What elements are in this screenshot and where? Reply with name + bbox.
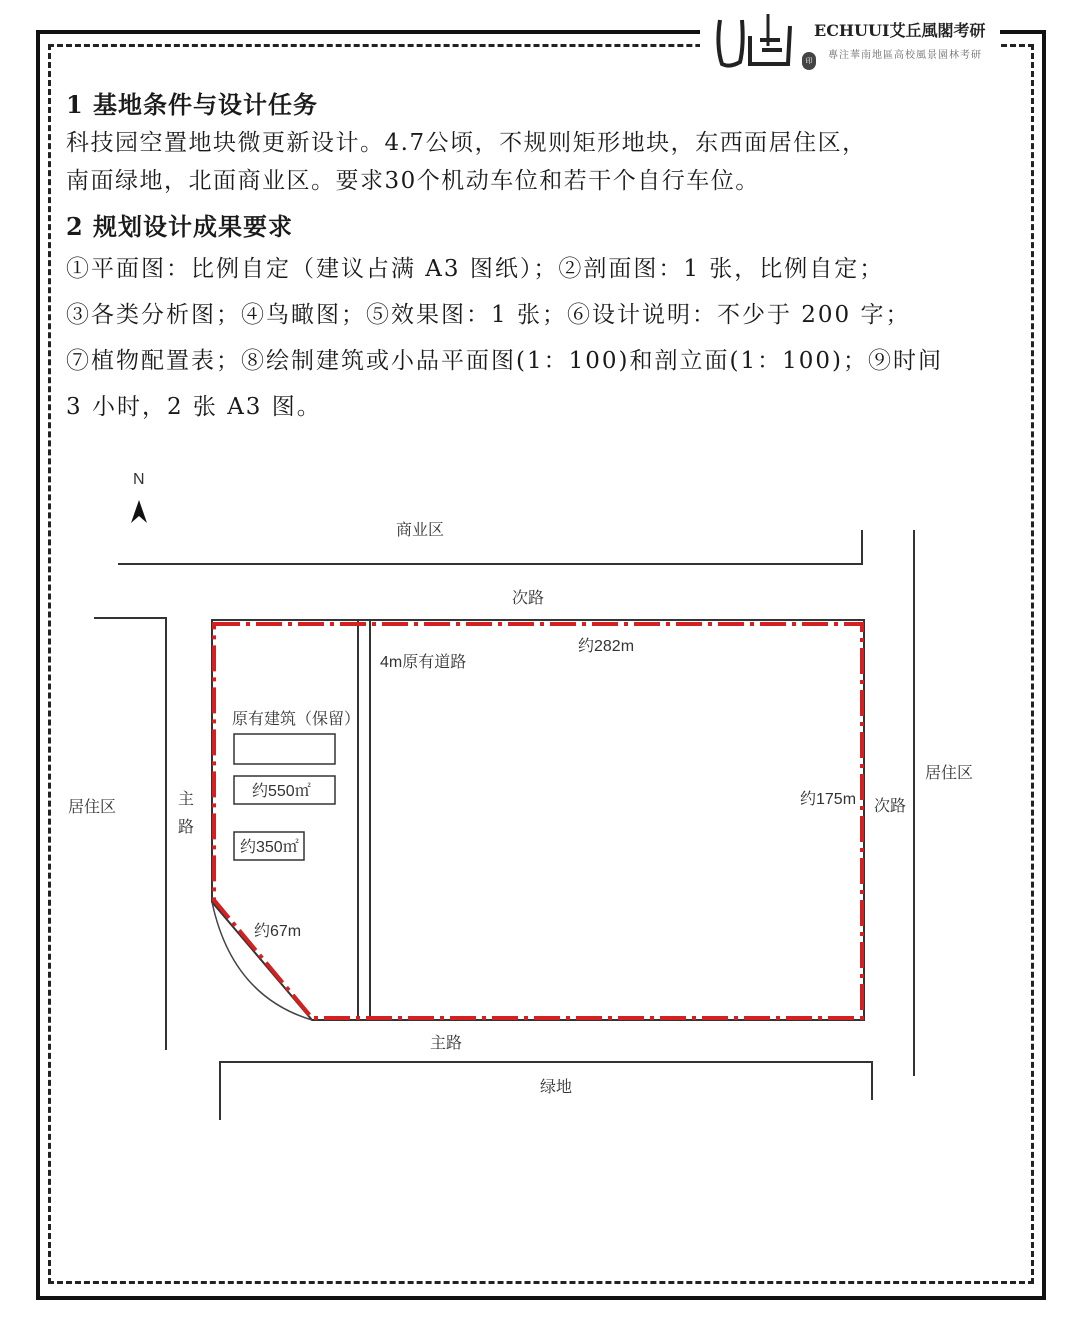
commercial-label: 商业区	[396, 522, 445, 539]
section2-line4: 3 小时，2 张 A3 图。	[66, 394, 322, 420]
brand-name: ECHUUI艾丘風閣考研	[814, 21, 986, 40]
north-label: N	[133, 471, 145, 488]
section2-heading: 2 规划设计成果要求	[66, 212, 294, 241]
west-road-edge-line	[94, 618, 166, 1050]
existing-road-label: 4m原有道路	[380, 654, 467, 671]
section1-line1: 科技园空置地块微更新设计。4.7公顷，不规则矩形地块，东西面居住区，	[66, 130, 867, 156]
site-redline	[214, 624, 862, 1018]
secondary-road-north-label: 次路	[512, 590, 545, 607]
section2-line1: ①平面图：比例自定（建议占满 A3 图纸）；②剖面图：1 张，比例自定；	[66, 256, 885, 282]
site-boundary	[212, 620, 864, 1020]
building-area-2-label: 约350㎡	[240, 839, 299, 856]
commercial-edge-line	[118, 530, 862, 564]
length-north-label: 约282m	[578, 638, 635, 655]
existing-building-label: 原有建筑（保留）	[232, 711, 361, 728]
residential-east-label: 居住区	[925, 765, 974, 782]
building-area-1-label: 约550㎡	[252, 783, 311, 800]
green-space-label: 绿地	[540, 1079, 573, 1096]
main-road-south-label: 主路	[430, 1035, 463, 1052]
section2-line3: ⑦植物配置表；⑧绘制建筑或小品平面图(1：100)和剖立面(1：100)；⑨时间	[66, 348, 943, 374]
residential-west-label: 居住区	[68, 799, 117, 816]
section2-line2: ③各类分析图；④鸟瞰图；⑤效果图：1 张；⑥设计说明：不少于 200 字；	[66, 302, 911, 328]
existing-building-1	[234, 734, 335, 764]
length-east-label: 约175m	[800, 791, 857, 808]
main-road-west-label-2: 路	[178, 819, 195, 836]
length-diagonal-label: 约67m	[254, 923, 302, 940]
north-arrow-icon	[131, 500, 147, 523]
brand-seal: 印	[802, 52, 816, 70]
secondary-road-east-label: 次路	[874, 798, 907, 815]
section1-line2: 南面绿地，北面商业区。要求30个机动车位和若干个自行车位。	[66, 168, 760, 194]
main-road-west-label-1: 主	[178, 791, 195, 808]
section1-heading: 1 基地条件与设计任务	[66, 90, 319, 119]
brand-tagline: 專注華南地區高校風景園林考研	[828, 50, 982, 61]
